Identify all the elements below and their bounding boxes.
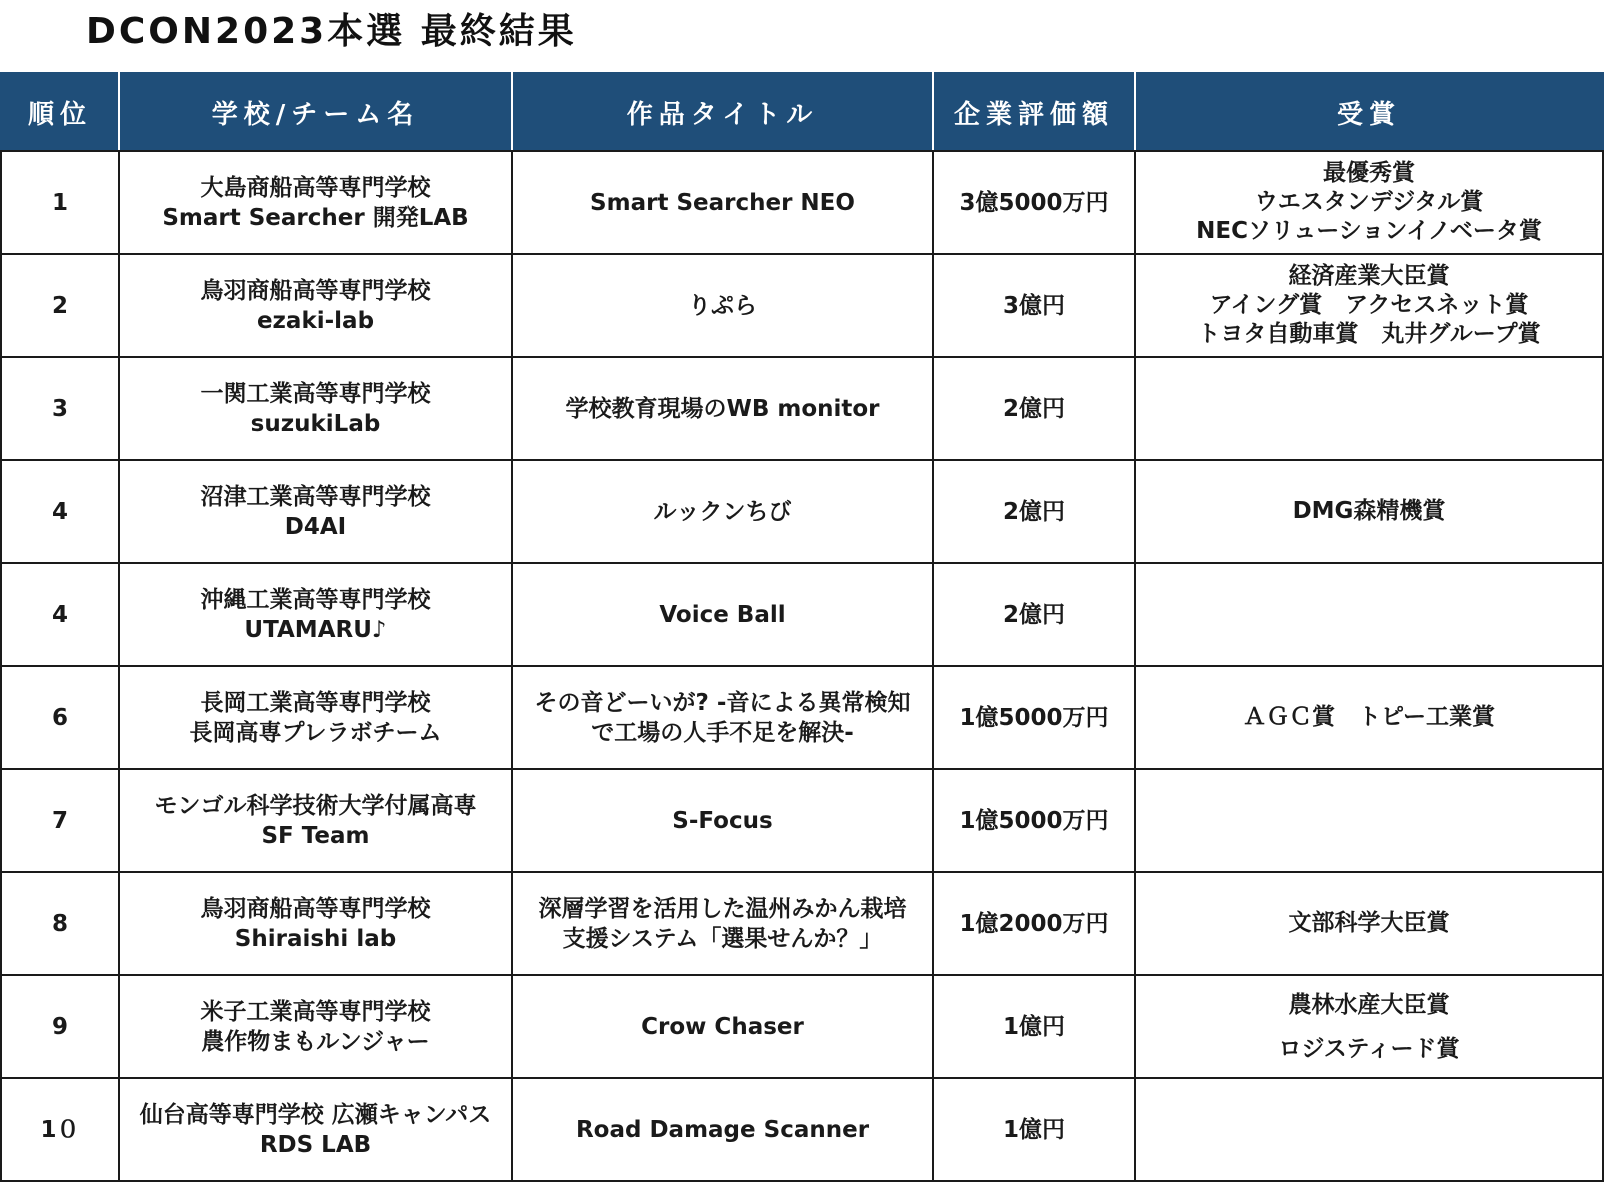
work-title-cell xyxy=(512,975,933,1078)
rank-cell xyxy=(1,769,119,872)
team-name: UTAMARU♪ xyxy=(244,616,387,643)
table-row xyxy=(1,460,1603,563)
team-name: 長岡高専プレラボチーム xyxy=(189,719,442,746)
work-title-cell xyxy=(512,769,933,872)
team-cell xyxy=(119,769,512,872)
table-row xyxy=(1,666,1603,769)
awards-cell xyxy=(1135,357,1603,460)
team-cell xyxy=(119,151,512,254)
school-name: 鳥羽商船高等専門学校 xyxy=(200,277,431,304)
rank-cell xyxy=(1,1078,119,1181)
rank-cell xyxy=(1,975,119,1078)
work-title-line: その音どーいが? -音による異常検知 xyxy=(534,689,911,716)
work-title-line: Smart Searcher NEO xyxy=(590,189,855,216)
rank-cell xyxy=(1,254,119,357)
rank-value: 8 xyxy=(51,910,68,937)
award-item: ウエスタンデジタル賞 xyxy=(1254,189,1484,215)
team-name: Shiraishi lab xyxy=(234,925,397,952)
rank-value: 7 xyxy=(51,807,68,834)
valuation-value: 2億円 xyxy=(1002,498,1065,525)
team-name: RDS LAB xyxy=(259,1131,372,1158)
award-item: ＡＧＣ賞 トピー工業賞 xyxy=(1242,704,1496,730)
award-item: 農林水産大臣賞 xyxy=(1288,991,1450,1018)
team-cell xyxy=(119,563,512,666)
work-title-line: Voice Ball xyxy=(659,601,786,628)
valuation-cell xyxy=(933,357,1135,460)
awards-cell xyxy=(1135,872,1603,975)
table-row xyxy=(1,769,1603,872)
rank-value: 4 xyxy=(51,601,68,628)
rank-value: 1０ xyxy=(40,1116,80,1143)
rank-value: 9 xyxy=(51,1013,68,1040)
award-item: トヨタ自動車賞 丸井グループ賞 xyxy=(1197,321,1541,347)
work-title-line: 深層学習を活用した温州みかん栽培 xyxy=(538,895,907,922)
work-title-line: 学校教育現場のWB monitor xyxy=(565,395,880,422)
team-cell xyxy=(119,1078,512,1181)
work-title-line: で工場の人手不足を解決- xyxy=(591,719,854,746)
rank-cell xyxy=(1,151,119,254)
awards-cell xyxy=(1135,769,1603,872)
awards-cell xyxy=(1135,666,1603,769)
valuation-cell xyxy=(933,563,1135,666)
page-title: DCON2023本選 最終結果 xyxy=(86,11,577,52)
team-name: ezaki-lab xyxy=(256,307,375,334)
column-header-team: 学校/チーム名 xyxy=(119,73,512,151)
school-name: 鳥羽商船高等専門学校 xyxy=(200,895,431,922)
awards-cell xyxy=(1135,975,1603,1078)
valuation-value: 2億円 xyxy=(1002,601,1065,628)
rank-value: 4 xyxy=(51,498,68,525)
valuation-cell xyxy=(933,254,1135,357)
table-row xyxy=(1,563,1603,666)
work-title-line: Road Damage Scanner xyxy=(575,1116,870,1143)
school-name: 米子工業高等専門学校 xyxy=(200,998,431,1025)
valuation-cell xyxy=(933,975,1135,1078)
awards-cell xyxy=(1135,1078,1603,1181)
awards-cell xyxy=(1135,563,1603,666)
table-row xyxy=(1,975,1603,1078)
team-name: suzukiLab xyxy=(250,410,381,437)
school-name: 大島商船高等専門学校 xyxy=(200,174,431,201)
work-title-cell xyxy=(512,563,933,666)
work-title-line: 支援システム「選果せんか？」 xyxy=(562,925,883,952)
valuation-value: 3億円 xyxy=(1002,292,1065,319)
award-item: NECソリューションイノベータ賞 xyxy=(1196,218,1542,244)
rank-cell xyxy=(1,563,119,666)
team-name: Smart Searcher 開発LAB xyxy=(162,204,469,231)
work-title-line: りぷら xyxy=(688,292,757,319)
work-title-cell xyxy=(512,357,933,460)
rank-cell xyxy=(1,357,119,460)
rank-value: 6 xyxy=(51,704,68,731)
awards-cell xyxy=(1135,254,1603,357)
work-title-line: ルックンちび xyxy=(653,498,792,525)
team-cell xyxy=(119,666,512,769)
valuation-cell xyxy=(933,1078,1135,1181)
rank-cell xyxy=(1,666,119,769)
work-title-cell xyxy=(512,151,933,254)
work-title-cell xyxy=(512,1078,933,1181)
valuation-value: 1億5000万円 xyxy=(959,704,1109,731)
column-header-rank: 順位 xyxy=(1,73,119,151)
award-item: アイング賞 アクセスネット賞 xyxy=(1209,292,1529,318)
work-title-line: Crow Chaser xyxy=(641,1013,804,1040)
valuation-cell xyxy=(933,769,1135,872)
award-item: 最優秀賞 xyxy=(1323,160,1415,186)
school-name: 長岡工業高等専門学校 xyxy=(200,689,431,716)
valuation-value: 2億円 xyxy=(1002,395,1065,422)
rank-value: 3 xyxy=(51,395,68,422)
team-cell xyxy=(119,460,512,563)
team-cell xyxy=(119,975,512,1078)
work-title-line: S-Focus xyxy=(672,807,773,834)
table-row xyxy=(1,254,1603,357)
awards-cell xyxy=(1135,151,1603,254)
school-name: 沖縄工業高等専門学校 xyxy=(200,586,431,613)
team-cell xyxy=(119,254,512,357)
award-item: 経済産業大臣賞 xyxy=(1288,263,1450,289)
column-header-work-title: 作品タイトル xyxy=(512,73,933,151)
valuation-value: 1億5000万円 xyxy=(959,807,1109,834)
table-row xyxy=(1,872,1603,975)
results-table xyxy=(0,72,1604,1182)
valuation-cell xyxy=(933,151,1135,254)
valuation-value: 1億円 xyxy=(1002,1116,1065,1143)
team-cell xyxy=(119,357,512,460)
valuation-value: 3億5000万円 xyxy=(959,189,1109,216)
work-title-cell xyxy=(512,460,933,563)
work-title-cell xyxy=(512,872,933,975)
rank-value: 1 xyxy=(51,189,68,216)
table-row xyxy=(1,357,1603,460)
school-name: モンゴル科学技術大学付属高専 xyxy=(154,792,477,819)
valuation-cell xyxy=(933,872,1135,975)
valuation-value: 1億2000万円 xyxy=(959,910,1109,937)
award-item: DMG森精機賞 xyxy=(1292,498,1446,524)
table-body xyxy=(1,151,1603,1181)
award-item: ロジスティード賞 xyxy=(1278,1035,1460,1062)
valuation-value: 1億円 xyxy=(1002,1013,1065,1040)
table-row xyxy=(1,1078,1603,1181)
school-name: 仙台高等専門学校 広瀬キャンパス xyxy=(139,1101,492,1128)
team-name: SF Team xyxy=(261,822,370,849)
rank-value: 2 xyxy=(51,292,68,319)
school-name: 沼津工業高等専門学校 xyxy=(200,483,431,510)
table-row xyxy=(1,151,1603,254)
work-title-cell xyxy=(512,254,933,357)
awards-cell xyxy=(1135,460,1603,563)
school-name: 一関工業高等専門学校 xyxy=(200,380,431,407)
valuation-cell xyxy=(933,666,1135,769)
rank-cell xyxy=(1,460,119,563)
table-header-row xyxy=(1,73,1603,151)
team-cell xyxy=(119,872,512,975)
team-name: 農作物まもルンジャー xyxy=(201,1028,430,1055)
award-item: 文部科学大臣賞 xyxy=(1288,910,1450,936)
rank-cell xyxy=(1,872,119,975)
work-title-cell xyxy=(512,666,933,769)
team-name: D4AI xyxy=(284,513,347,540)
valuation-cell xyxy=(933,460,1135,563)
column-header-valuation: 企業評価額 xyxy=(933,73,1135,151)
column-header-awards: 受賞 xyxy=(1135,73,1603,151)
